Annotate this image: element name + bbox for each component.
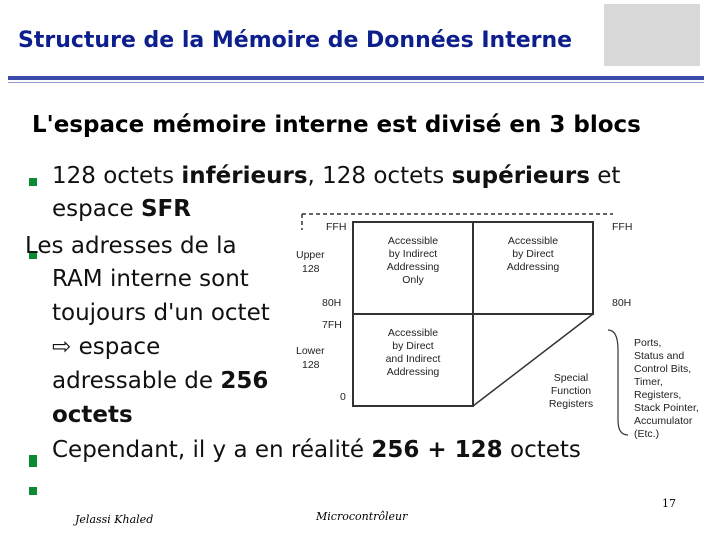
bullet-2-line-3: toujours d'un octet bbox=[52, 300, 270, 326]
svg-text:Status and: Status and bbox=[634, 350, 685, 362]
svg-text:by Direct: by Direct bbox=[392, 340, 434, 352]
arrow-right-icon: ⇨ bbox=[52, 334, 72, 360]
title-underline bbox=[8, 76, 704, 80]
label-zero: 0 bbox=[340, 391, 346, 403]
svg-text:Stack Pointer,: Stack Pointer, bbox=[634, 402, 699, 414]
bullet-marker-3 bbox=[29, 455, 37, 467]
bullet-1-line-1: 128 octets inférieurs, 128 octets supérieurs et bbox=[52, 163, 621, 189]
svg-text:Accessible: Accessible bbox=[387, 235, 439, 247]
bullet-2-line-2: RAM interne sont bbox=[52, 266, 249, 292]
side-list-text bbox=[634, 337, 699, 440]
svg-text:and Indirect: and Indirect bbox=[385, 353, 441, 365]
svg-text:(Etc.): (Etc.) bbox=[634, 428, 660, 440]
bullet-marker-1 bbox=[29, 178, 37, 186]
svg-text:Addressing: Addressing bbox=[386, 366, 440, 378]
svg-text:Timer,: Timer, bbox=[634, 376, 663, 388]
svg-text:Addressing: Addressing bbox=[506, 261, 560, 273]
label-ffh-right: FFH bbox=[612, 221, 633, 233]
bullet-marker-4 bbox=[29, 487, 37, 495]
footer-course: Microcontrôleur bbox=[316, 510, 408, 523]
slide-title: Structure de la Mémoire de Données Interne bbox=[18, 28, 573, 53]
svg-text:Only: Only bbox=[402, 274, 424, 286]
box2-text bbox=[507, 235, 560, 273]
label-upper-2: 128 bbox=[302, 263, 320, 275]
svg-text:Control Bits,: Control Bits, bbox=[634, 363, 692, 375]
svg-text:Ports,: Ports, bbox=[634, 337, 662, 349]
svg-text:by Indirect: by Indirect bbox=[388, 248, 438, 260]
bullet-3-line-1: Cependant, il y a en réalité 256 + 128 octets bbox=[52, 437, 581, 463]
svg-text:Special: Special bbox=[553, 372, 589, 384]
slide-subtitle: L'espace mémoire interne est divisé en 3 blocs bbox=[32, 112, 641, 138]
corner-decoration bbox=[604, 4, 700, 66]
label-80h-right: 80H bbox=[612, 297, 632, 309]
box1-text bbox=[387, 235, 440, 286]
bullet-2-line-4: ⇨ espace bbox=[52, 334, 161, 360]
bullet-2-line-5: adressable de 256 bbox=[52, 368, 269, 394]
label-upper-1: Upper bbox=[296, 249, 325, 261]
svg-text:Registers,: Registers, bbox=[634, 389, 682, 401]
label-80h-left: 80H bbox=[322, 297, 342, 309]
svg-text:Registers: Registers bbox=[548, 398, 594, 410]
svg-text:by Direct: by Direct bbox=[512, 248, 554, 260]
bullet-2-line-1: Les adresses de la bbox=[25, 233, 237, 259]
page-number: 17 bbox=[662, 497, 676, 510]
memory-map-diagram bbox=[288, 210, 708, 450]
sfr-text bbox=[549, 372, 593, 410]
label-lower-2: 128 bbox=[302, 359, 320, 371]
bullet-2-line-6: octets bbox=[52, 402, 133, 428]
label-7fh: 7FH bbox=[322, 319, 342, 331]
svg-text:Accessible: Accessible bbox=[507, 235, 559, 247]
footer-author: Jelassi Khaled bbox=[75, 513, 154, 526]
bullet-1-line-2: espace SFR bbox=[52, 196, 191, 222]
label-ffh-left: FFH bbox=[326, 221, 347, 233]
svg-text:Addressing: Addressing bbox=[386, 261, 440, 273]
title-underline-thin bbox=[8, 82, 704, 83]
label-lower-1: Lower bbox=[296, 345, 325, 357]
box3-text bbox=[386, 327, 441, 378]
svg-text:Accumulator: Accumulator bbox=[634, 415, 693, 427]
svg-text:Function: Function bbox=[550, 385, 592, 397]
svg-text:Accessible: Accessible bbox=[387, 327, 439, 339]
side-bracket bbox=[608, 330, 628, 435]
